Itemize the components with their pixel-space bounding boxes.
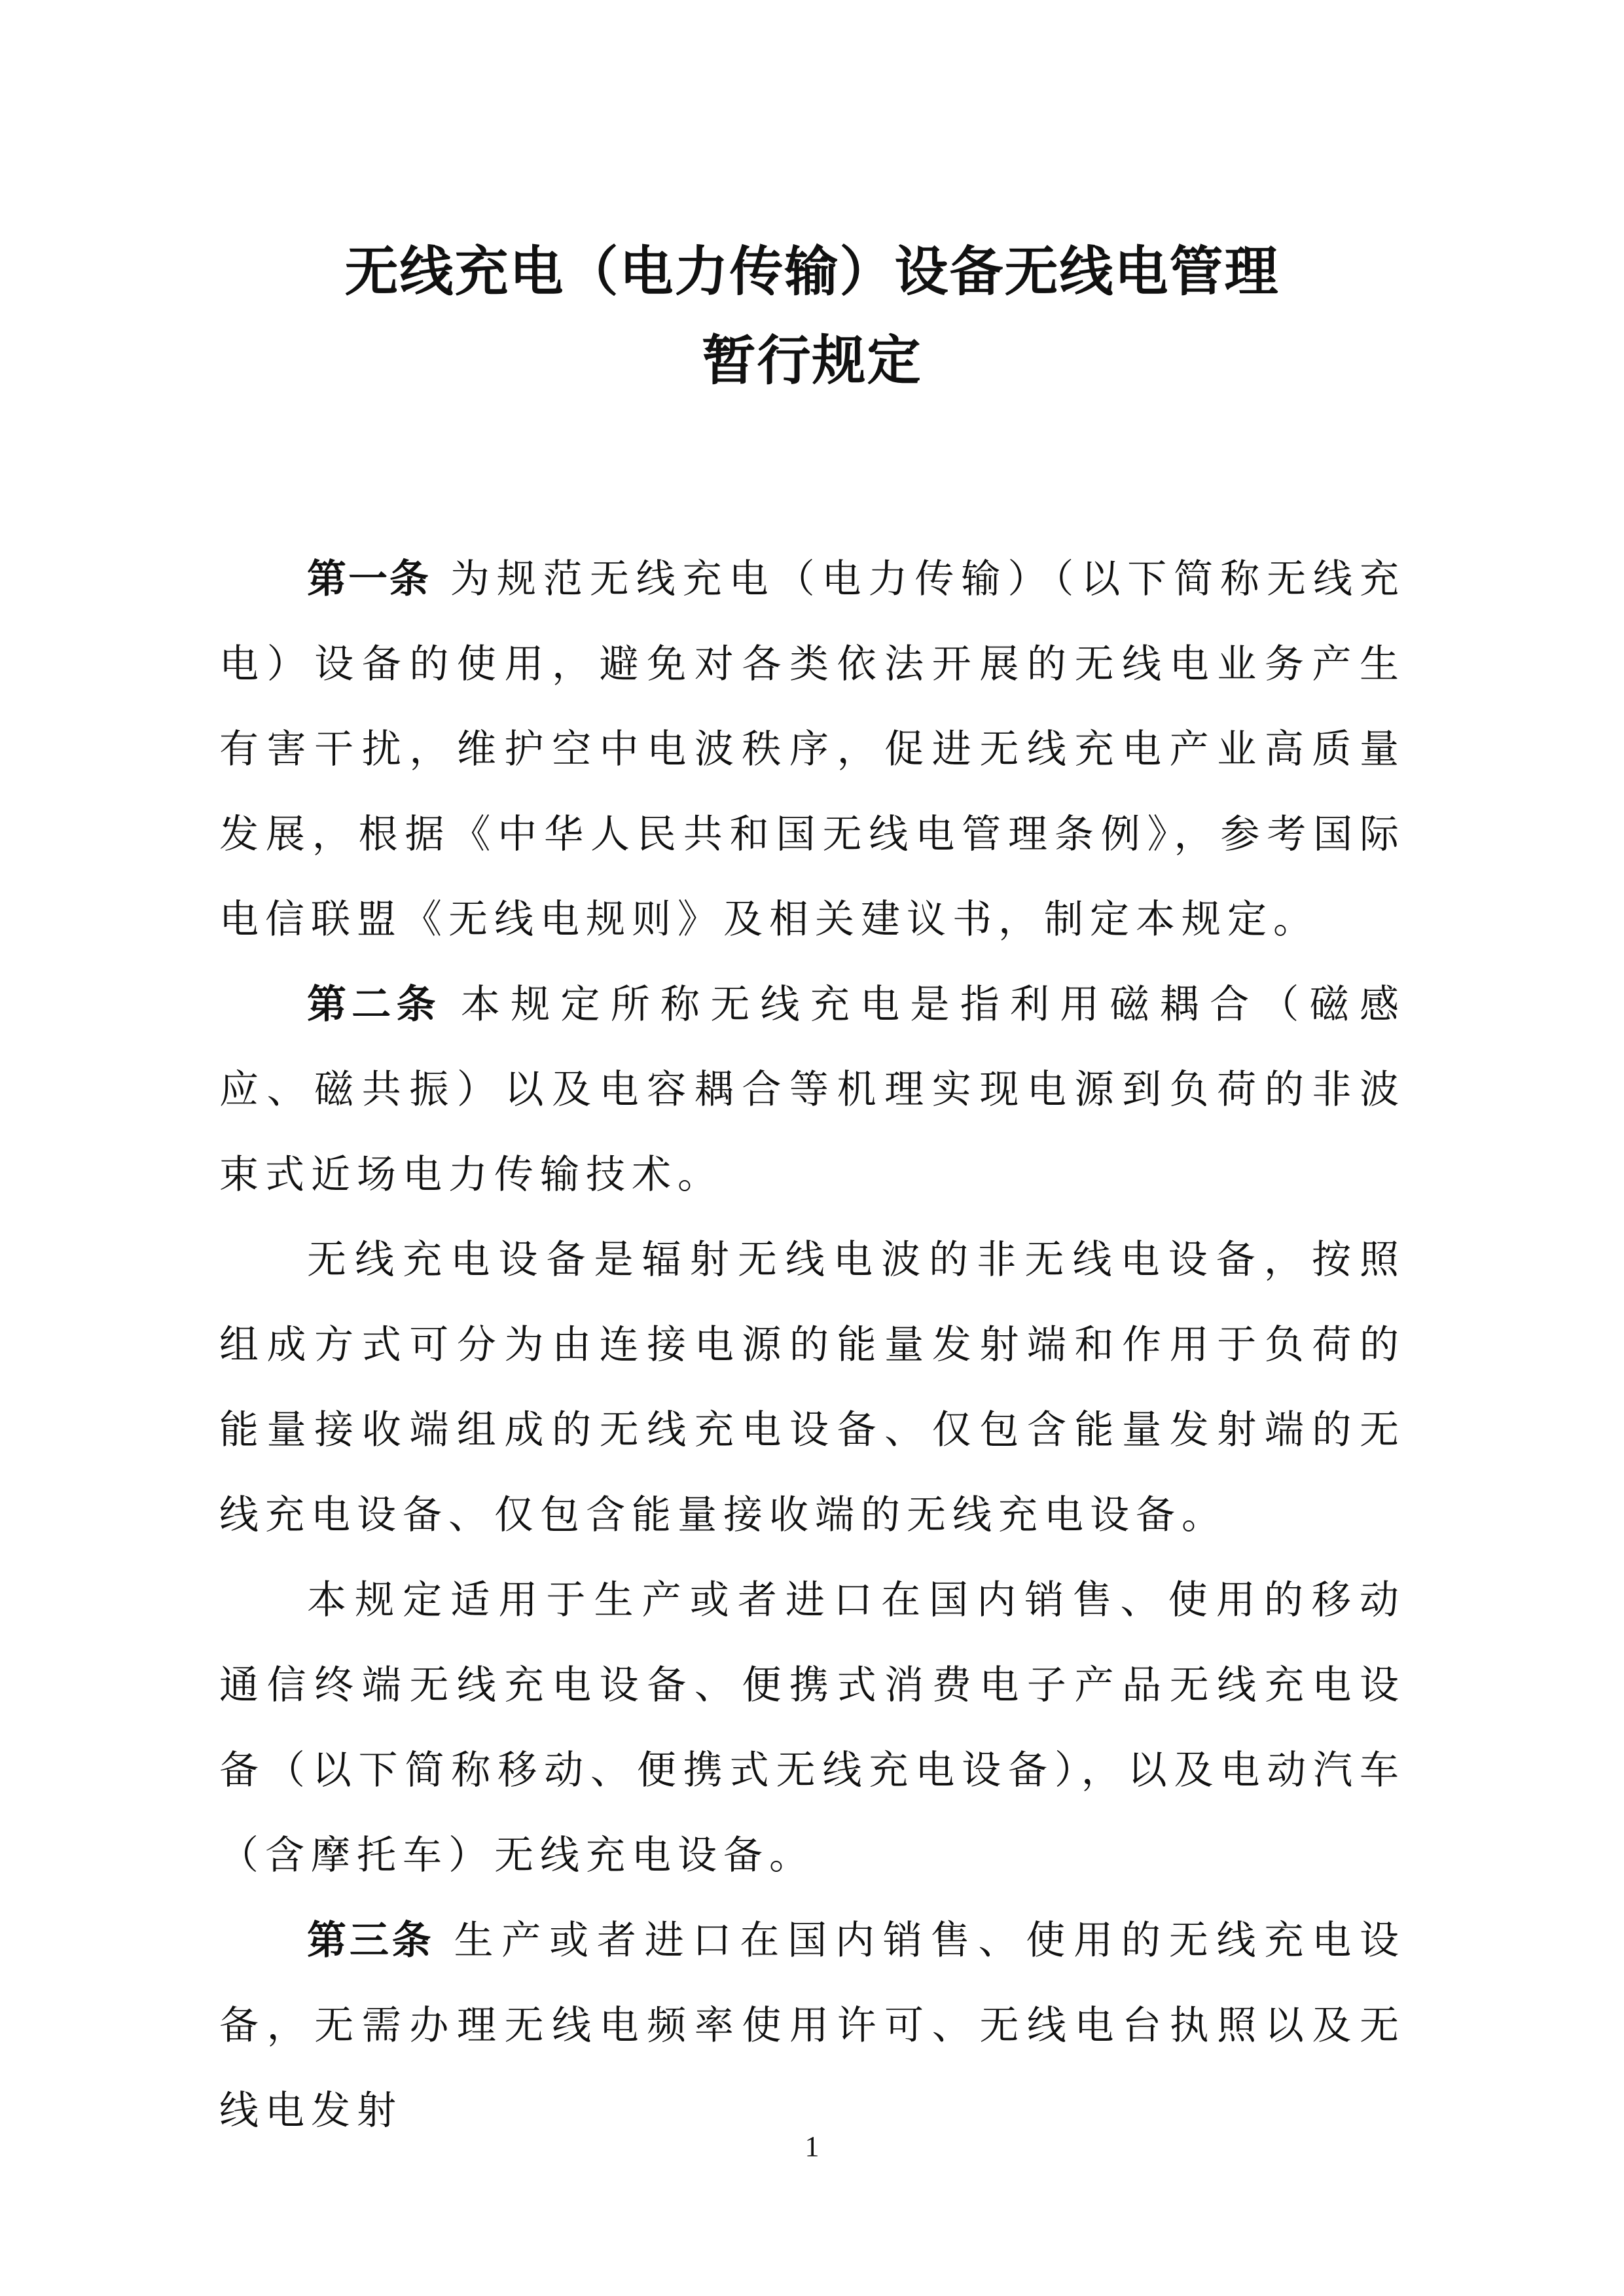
paragraph-text: 生产或者进口在国内销售、使用的无线充电设备，无需办理无线电频率使用许可、无线电台执照以及无线电发射 (219, 1918, 1406, 2134)
paragraph-text: 无线充电设备是辐射无线电波的非无线电设备，按照组成方式可分为由连接电源的能量发射端和作用于负荷的能量接收端组成的无线充电设备、仅包含能量发射端的无线充电设备、仅包含能量接收端的无线充电设备。 (219, 1237, 1405, 1538)
paragraph-text: 本规定适用于生产或者进口在国内销售、使用的移动通信终端无线充电设备、便携式消费电子产品无线充电设备（以下简称移动、便携式无线充电设备），以及电动汽车（含摩托车）无线充电设备。 (219, 1577, 1405, 1878)
document-title-line-2: 暂行规定 (702, 329, 922, 392)
page-number: 1 (804, 2130, 820, 2162)
paragraph-article-1 (219, 537, 1405, 962)
paragraph-text: 本规定所称无线充电是指利用磁耦合（磁感应、磁共振）以及电容耦合等机理实现电源到负荷的非波束式近场电力传输技术。 (219, 982, 1406, 1198)
paragraph-article-2 (219, 962, 1405, 1217)
article-number: 第二条 (307, 982, 441, 1028)
paragraph-text: 为规范无线充电（电力传输）（以下简称无线充电）设备的使用，避免对各类依法开展的无线电业务产生有害干扰，维护空中电波秩序，促进无线充电产业高质量发展，根据《中华人民共和国无线电管理条例》，参考国际电信联盟《无线电规则》及相关建议书，制定本规定。 (219, 556, 1406, 942)
document-title-line-1: 无线充电（电力传输）设备无线电管理 (344, 240, 1280, 303)
article-number: 第三条 (307, 1918, 435, 1964)
paragraph-article-2-scope (219, 1558, 1405, 1898)
paragraph-article-3 (219, 1898, 1405, 2153)
paragraph-article-2-device-definition (219, 1217, 1405, 1558)
article-number: 第一条 (307, 556, 431, 602)
